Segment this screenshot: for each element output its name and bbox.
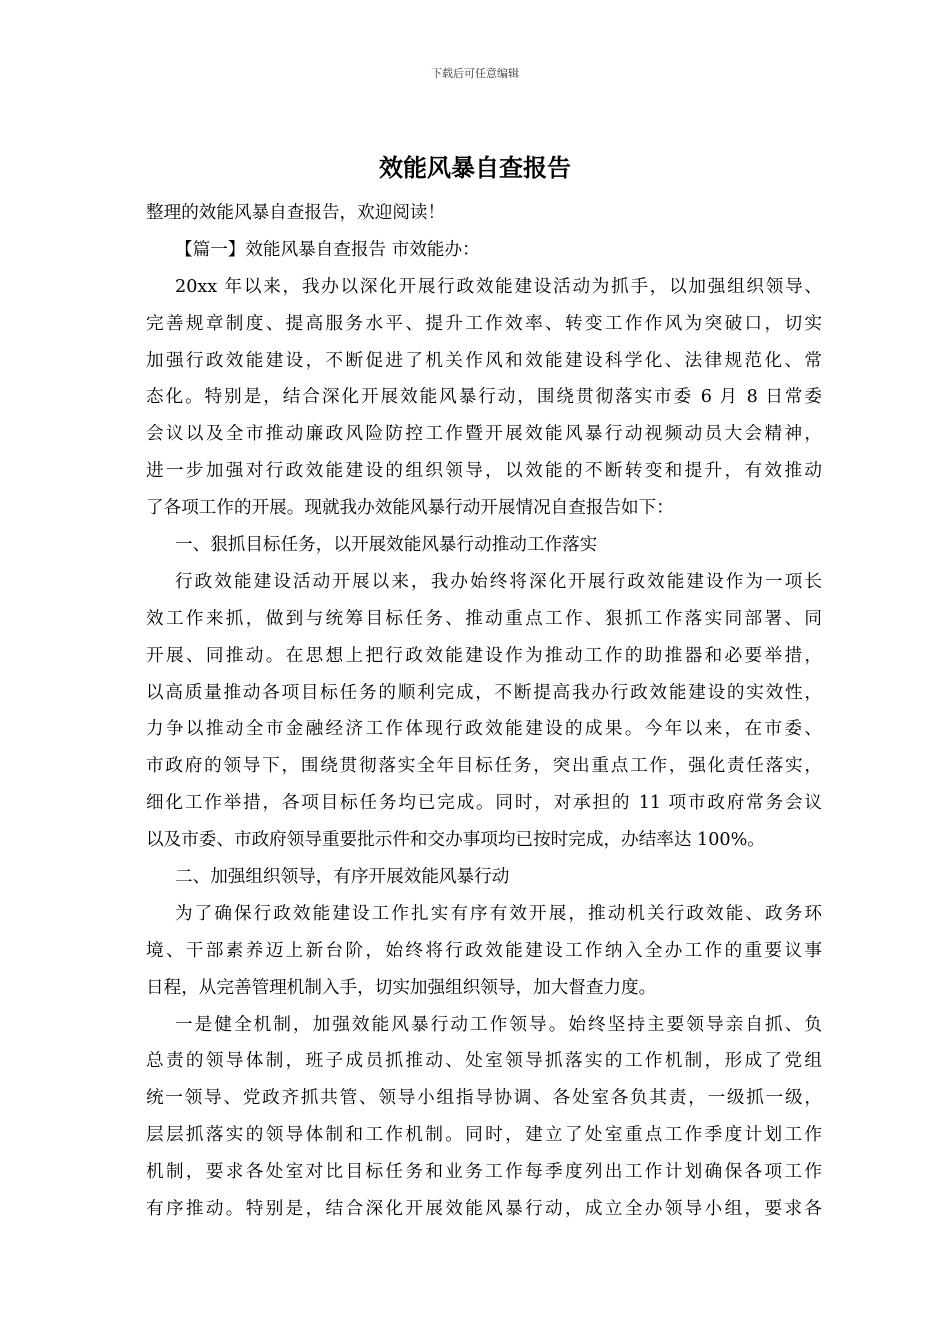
paragraph-line: 完善规章制度、提高服务水平、提升工作效率、转变工作作风为突破口，切实: [146, 313, 822, 334]
paragraph-line: 日程，从完善管理机制入手，切实加强组织领导，加大督查力度。: [146, 977, 657, 998]
paragraph-line: 进一步加强对行政效能建设的组织领导，以效能的不断转变和提升，有效推动: [146, 461, 822, 482]
paragraph-line: 一、狠抓目标任务，以开展效能风暴行动推动工作落实: [175, 535, 598, 556]
paragraph-line: 细化工作举措，各项目标任务均已完成。同时，对承担的 11 项市政府常务会议: [146, 793, 822, 814]
paragraph-line: 行政效能建设活动开展以来，我办始终将深化开展行政效能建设作为一项长: [175, 571, 822, 592]
paragraph-line: 为了确保行政效能建设工作扎实有序有效开展，推动机关行政效能、政务环: [175, 903, 822, 924]
paragraph-line: 市政府的领导下，围绕贯彻落实全年目标任务，突出重点工作，强化责任落实，: [146, 756, 822, 777]
document-body: [146, 195, 822, 1228]
paragraph-line: 以及市委、市政府领导重要批示件和交办事项均已按时完成，办结率达 100%。: [146, 830, 765, 851]
paragraph-line: 20xx 年以来，我办以深化开展行政效能建设活动为抓手，以加强组织领导、: [175, 276, 822, 297]
paragraph-line: 力争以推动全市金融经济工作体现行政效能建设的成果。今年以来，在市委、: [146, 719, 822, 740]
paragraph-line: 统一领导、党政齐抓共管、领导小组指导协调、各处室各负其责，一级抓一级，: [146, 1088, 822, 1109]
paragraph-line: 开展、同推动。在思想上把行政效能建设作为推动工作的助推器和必要举措，: [146, 645, 822, 666]
paragraph-line: 以高质量推动各项目标任务的顺利完成，不断提高我办行政效能建设的实效性，: [146, 682, 822, 703]
paragraph-line: 了各项工作的开展。现就我办效能风暴行动开展情况自查报告如下：: [146, 498, 674, 519]
paragraph-line: 境、干部素养迈上新台阶，始终将行政效能建设工作纳入全办工作的重要议事: [146, 940, 822, 961]
paragraph-line: 态化。特别是，结合深化开展效能风暴行动，围绕贯彻落实市委 6 月 8 日常委: [146, 387, 822, 408]
paragraph-line: 总责的领导体制，班子成员抓推动、处室领导抓落实的工作机制，形成了党组: [146, 1051, 822, 1072]
paragraph-line: 加强行政效能建设，不断促进了机关作风和效能建设科学化、法律规范化、常: [146, 350, 822, 371]
document-title: 效能风暴自查报告: [379, 153, 571, 182]
header-note: 下载后可任意编辑: [431, 67, 519, 80]
paragraph-line: 二、加强组织领导，有序开展效能风暴行动: [175, 867, 510, 888]
paragraph-line: 有序推动。特别是，结合深化开展效能风暴行动，成立全办领导小组，要求各: [146, 1199, 822, 1220]
paragraph-line: 机制，要求各处室对比目标任务和业务工作每季度列出工作计划确保各项工作: [146, 1162, 822, 1183]
paragraph-line: 效工作来抓，做到与统筹目标任务、推动重点工作、狠抓工作落实同部署、同: [146, 608, 822, 629]
paragraph-line: 【篇一】效能风暴自查报告 市效能办：: [175, 239, 480, 260]
paragraph-line: 一是健全机制，加强效能风暴行动工作领导。始终坚持主要领导亲自抓、负: [175, 1014, 822, 1035]
paragraph-line: 会议以及全市推动廉政风险防控工作暨开展效能风暴行动视频动员大会精神，: [146, 424, 822, 445]
paragraph-line: 整理的效能风暴自查报告，欢迎阅读！: [146, 203, 446, 223]
paragraph-line: 层层抓落实的领导体制和工作机制。同时，建立了处室重点工作季度计划工作: [146, 1125, 822, 1146]
